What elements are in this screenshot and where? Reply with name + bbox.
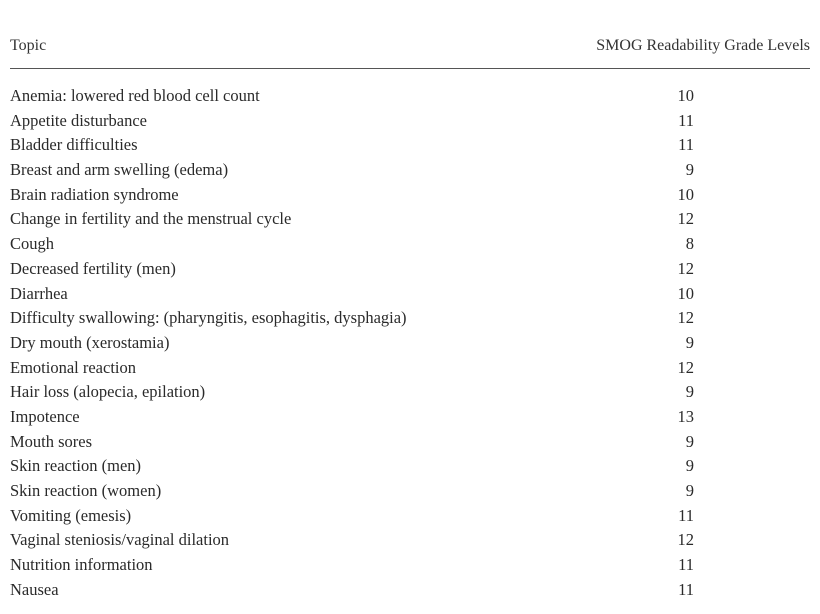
topic-cell: Vomiting (emesis) (10, 505, 132, 525)
table-row (10, 554, 810, 579)
grade-level-cell: 9 (685, 160, 694, 180)
table-row (10, 381, 810, 406)
table-row (10, 110, 810, 135)
column-header-smog-level: SMOG Readability Grade Levels (596, 37, 810, 54)
table-row (10, 332, 810, 357)
grade-level-cell: 12 (677, 357, 694, 377)
grade-level-cell: 12 (677, 209, 694, 229)
topic-cell: Emotional reaction (10, 357, 136, 377)
topic-cell: Hair loss (alopecia, epilation) (10, 382, 206, 402)
topic-cell: Skin reaction (women) (10, 481, 162, 500)
table-row (10, 406, 810, 431)
table-row (10, 85, 810, 110)
topic-cell: Appetite disturbance (10, 110, 147, 130)
table-row (10, 307, 810, 332)
table-row (10, 505, 810, 530)
topic-cell: Diarrhea (10, 283, 68, 303)
topic-cell: Difficulty swallowing: (pharyngitis, esophagitis, dysphagia) (10, 308, 407, 328)
grade-level-cell: 12 (677, 530, 694, 550)
grade-level-cell: 12 (677, 308, 694, 328)
grade-level-cell: 9 (685, 456, 694, 476)
topic-cell: Mouth sores (10, 431, 93, 451)
table-row (10, 159, 810, 184)
topic-cell: Anemia: lowered red blood cell count (10, 86, 260, 105)
topic-cell: Cough (10, 234, 55, 254)
grade-level-cell: 13 (677, 406, 694, 426)
table-row (10, 357, 810, 382)
table-row (10, 480, 810, 505)
topic-cell: Nutrition information (10, 555, 153, 575)
table-row (10, 134, 810, 159)
table-row (10, 258, 810, 283)
grade-level-cell: 9 (685, 382, 694, 402)
table-row (10, 431, 810, 456)
grade-level-cell: 11 (678, 110, 694, 130)
topic-cell: Breast and arm swelling (edema) (10, 160, 229, 180)
topic-cell: Brain radiation syndrome (10, 184, 179, 204)
table-row (10, 455, 810, 480)
table-row (10, 233, 810, 258)
grade-level-cell: 9 (685, 431, 694, 451)
table-body (10, 85, 810, 603)
topic-cell: Nausea (10, 579, 59, 599)
grade-level-cell: 11 (678, 555, 694, 575)
grade-level-cell: 10 (677, 283, 694, 303)
grade-level-cell: 11 (678, 579, 694, 599)
grade-level-cell: 9 (685, 332, 694, 352)
grade-level-cell: 11 (678, 505, 694, 525)
table-row (10, 529, 810, 554)
table-row (10, 579, 810, 604)
smog-readability-table (10, 0, 810, 599)
topic-cell: Skin reaction (men) (10, 456, 142, 476)
table-row (10, 184, 810, 209)
header-divider (10, 68, 810, 69)
table-header (10, 0, 810, 70)
topic-cell: Impotence (10, 406, 80, 426)
table-row (10, 283, 810, 308)
topic-cell: Change in fertility and the menstrual cycle (10, 209, 292, 229)
grade-level-cell: 10 (677, 86, 694, 105)
grade-level-cell: 9 (685, 481, 694, 500)
table-row (10, 208, 810, 233)
grade-level-cell: 8 (685, 234, 694, 254)
topic-cell: Dry mouth (xerostamia) (10, 332, 170, 352)
column-header-topic: Topic (10, 37, 47, 54)
topic-cell: Decreased fertility (men) (10, 258, 176, 278)
topic-cell: Vaginal steniosis/vaginal dilation (10, 530, 230, 550)
grade-level-cell: 12 (677, 258, 694, 278)
grade-level-cell: 10 (677, 184, 694, 204)
topic-cell: Bladder difficulties (10, 135, 138, 155)
grade-level-cell: 11 (678, 135, 694, 155)
